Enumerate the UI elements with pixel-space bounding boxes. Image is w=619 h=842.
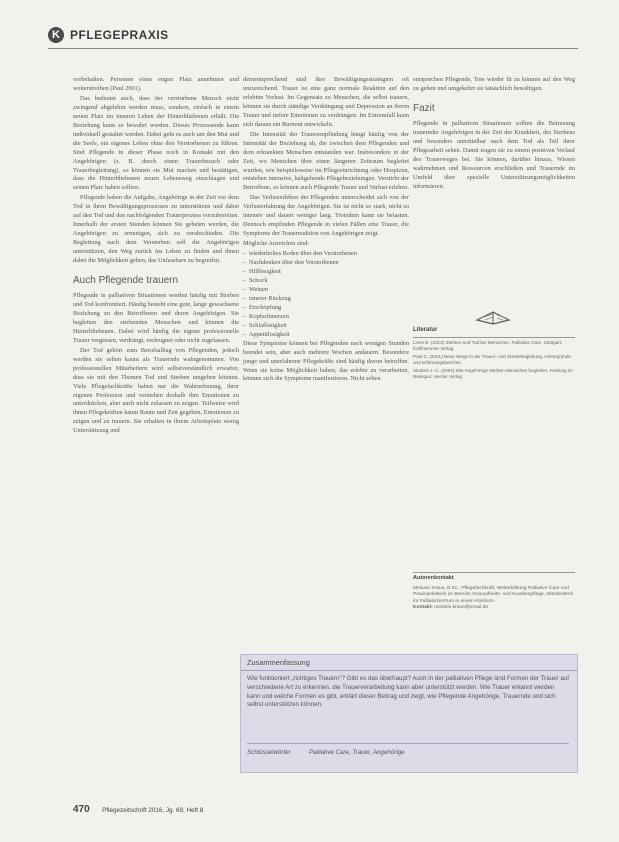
list-item: – innerer Rückzug xyxy=(243,295,409,304)
list-item: – wiederholtes Reden über den Verstorbenen xyxy=(243,250,409,259)
section-heading: Auch Pflegende trauern xyxy=(73,275,179,287)
page-header xyxy=(48,27,578,45)
keywords: Palliative Care, Trauer, Angehörige xyxy=(309,749,405,756)
page-footer xyxy=(73,799,203,817)
paragraph: Diese Symptome können bei Pflegenden nach wenigen Stunden beendet sein, aber auch mehrere Wochen andauern. Besondere junge und unerfahrene Pflegekräfte sind häufig davon betroffen. Wenn sie keine Möglichkeit haben, das erlebte zu verarbeiten, können sich die Symptome manifestieren. Nicht selten xyxy=(243,339,409,383)
section-heading: Fazit xyxy=(413,102,435,114)
list-item: – Schlaflosigkeit xyxy=(243,322,409,331)
paragraph: dementsprechend sind ihre Bewältigungsstrategien oft unzureichend. Trauer ist eine ganz normale Reaktion auf den erlebten Verlust. Im Gegensatz zu Menschen, die selbst trauern, können sie durch ständige Verdrängung und Depression an ihrem Trauer und tiefere Emotionen zu verdrängen. Im Extremfall kann sich daraus ein Burnout entwickeln. xyxy=(243,76,409,128)
text-column-3 xyxy=(413,76,575,193)
header-divider xyxy=(48,48,578,49)
section-logo-icon: K xyxy=(48,27,64,43)
text-column-2 xyxy=(243,76,409,385)
paragraph: Das Verlusterleben der Pflegenden unterscheidet sich von der Verlusterfahrung der Angehörigen. Sie ist nicht so stark, nicht so intensiv und dauert weniger lang. Trotzdem kann sie belasten. Dennoch empfinden Pflegende in vielen Fällen eine Trauer, die Symptome der Trauerreaktion von Angehörigen zeigt. xyxy=(243,194,409,238)
paragraph: Pflegende haben die Aufgabe, Angehörige in der Zeit vor dem Tod in ihren Bewältigungsprozessen zu unterstützen und dabei auf den Tod und den nachfolgenden Trauerprozess vorzubereiten. Innerhalb der ersten Stunden können Sie gebeten werden, die Angehörigen zu ermutigen, sich zu verabschieden. Die Begleitung nach dem Versterben soll die Angehörigen unterstützen, den Weg zurück ins Leben zu finden und ihnen dabei die Möglichkeit geben, das Unfassbare zu begreifen. xyxy=(73,194,239,265)
paragraph: Pflegende in palliativen Situationen sollten die Betreuung trauernder Angehörigen in der Zeit der Krankheit, des Sterbens und besonders unmittelbar nach dem Tod als Teil ihrer Pflegearbeit sehen. Damit tragen sie zu einem positiven Verlauf des Trauerweges bei. Sie können, darüber hinaus, Wissen wahrnehmen und Ressourcen erschließen und Trauernde im Umfeld über spezielle Unterstützungsmöglichkeiten informieren. xyxy=(413,119,575,190)
literature-entry: Lines B. (2013) Sterben und Tod bei Menschen. Palliative Care. Stuttgart: Kohlhammer Verlag xyxy=(413,340,563,352)
literature-list xyxy=(413,340,575,383)
contact-email: melanie.kraus@email.de xyxy=(434,605,489,611)
literature-entry: Paul C. (2001) Neue Wege in der Trauer- und Sterbebegleitung. Hintergründe und Erfahrungsberichte. xyxy=(413,354,571,366)
list-item: – Kopfschmerzen xyxy=(243,313,409,322)
list-item: – Schock xyxy=(243,277,409,286)
author-heading: Autorenkontakt xyxy=(413,575,454,581)
list-item: – Hilflosigkeit xyxy=(243,268,409,277)
paragraph: Die Intensität der Trauerempfindung hängt häufig von der Intensität der Beziehung ab, die zwischen dem Pflegenden und dem erkrankten Menschen entstanden war. Insbesondere in der Zeit, wo Menschen über einen längeren Zeitraum begleitet wurden, wie beispielsweise im Pflegeeinrichtung oder Hospizen, entstehen intensive, haltgebende Pflegebeziehungen. Verstirbt der Betroffene, so können auch Pflegende Trauer und Verlust erleben. xyxy=(243,130,409,192)
list-item: – Erschöpfung xyxy=(243,304,409,313)
journal-citation: Pflegezeitschrift 2016, Jg. 69, Heft 8 xyxy=(102,807,204,814)
literature-box xyxy=(413,327,575,447)
author-bio: Melanie Kraus, B.Sc., Pflegefachkraft, Weiterbildung Palliative Care und Praxisanleiterin im Bereich Gesundheits- und Krankenpflege, Mitarbeiterin im Palliativzentrum in einem Klinikum. xyxy=(413,586,574,604)
summary-box xyxy=(240,654,578,773)
contact-label: Kontakt: xyxy=(413,605,433,611)
section-title: PFLEGEPRAXIS xyxy=(70,28,169,42)
paragraph: Pflegende in palliativen Situationen werden häufig mit Sterben und Tod konfrontiert. Häufig besteht eine gute, lange gewachsene Beziehung zu den Betroffenen und deren Angehörigen. Sie begleiten den sterbenden Menschen und können die Hinterbliebenen. Dabei wird häufig die eigene professionelle Trauer vergessen, verdrängt, verleugnet oder nicht zugelassen. xyxy=(73,292,239,344)
open-book-icon xyxy=(473,306,513,326)
paragraph: Der Tod gehört zum Berufsalltag von Pflegenden, jedoch werden sie selten kaum als Trauernde wahrgenommen. Von professionellen Mitarbeitern wird selbstverständlich erwartet, dass sie mit den Themen Tod und Sterben umgehen können. Viele Pflegefachkräfte haben nur die Wahrnehmung, ihrer eigenen Profession und verstehen deshalb ihre Emotionen zu unterdrücken, aber auch nicht zulassen zu zeigen. Teilweise wird ihnen Pflegekräften kaum Raum und Zeit gegeben, Emotionen zu zeigen und zu trauern. Sie erhalten in ihrem Arbeitsplatz wenig Unterstützung und xyxy=(73,346,239,435)
summary-text: Wie funktioniert „richtiges Trauern“? Gibt es das überhaupt? Auch in der palliativen Pflege sind Formen der Trauer auf verschiedene Art zu erkennen, die Trauerverarbeitung kann aber unterstützt werden. Wie Trauer erkannt werden kann und welche Formen es gibt, erklärt dieser Beitrag und zeigt, wie Pflegende Angehörige, Trauernde und sich selbst unterstützen können. xyxy=(247,675,569,709)
literature-heading: Literatur xyxy=(413,327,438,333)
list-item: – Nachdenken über den Verstorbenen xyxy=(243,259,409,268)
author-contact-box xyxy=(413,572,575,655)
divider xyxy=(241,670,577,671)
paragraph: Das bedeutet auch, dass der verstorbene Mensch nicht zwingend abgelehnt werden muss, sondern, einfach in einem neuen Platz im inneren Leben der Hinterbliebenen erhält. Die Beziehung kann so bewahrt werden. Dieses Prozessende kann individuell gestaltet werden. Dabei geht es auch um den Mut und die Seele, ein eigenes Leben ohne den Verstorbenen zu führen. Sind Pflegende in dieser Phase noch in Kontakt mit den Angehörigen (z. B. durch einen Trauerbesuch oder Trauerbegleitung), so können sie Mut machen und bestätigen, dass die Hinterbliebenen neuen Lebensweg einschlagen und seinen Platz haben sollten. xyxy=(73,94,239,192)
list-item: – Weinen xyxy=(243,286,409,295)
literature-entry: Student J.-C. (2004) Wie Angehörige sterben Menschen begleiten. Freiburg im Breisgau: Herder Verlag xyxy=(413,368,573,380)
paragraph: vorbehalten. Personen eines engen Platz annehmen und weiterstreiben (Paul 2001). xyxy=(73,76,239,92)
divider xyxy=(247,743,569,744)
keywords-label: Schlüsselwörter xyxy=(247,749,291,756)
list-item: – Appetitlosigkeit xyxy=(243,331,409,340)
summary-title: Zusammenfassung xyxy=(247,658,310,667)
author-info xyxy=(413,586,575,612)
page-number: 470 xyxy=(73,804,90,815)
list-intro: Mögliche Anzeichen sind: xyxy=(243,240,310,248)
text-column-1 xyxy=(73,76,239,437)
divider xyxy=(413,337,575,338)
symptom-list xyxy=(243,250,409,340)
paragraph: entsprechen Pflegende, Tote wieder fit zu können auf den Weg zu gehen und umgekehrt sie tatsächlich bewältigen. xyxy=(413,76,575,92)
